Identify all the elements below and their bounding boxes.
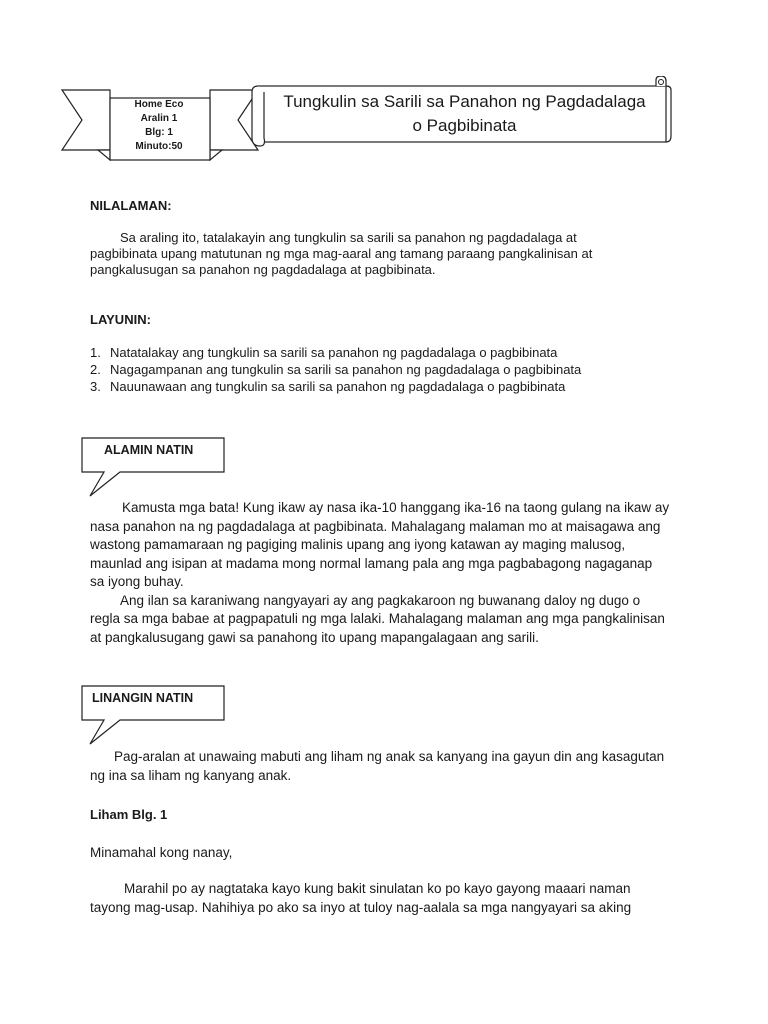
title-line-1: Tungkulin sa Sarili sa Panahon ng Pagdadalaga <box>283 92 646 111</box>
alamin-line: sa iyong buhay. <box>90 574 184 589</box>
liham-line: Marahil po ay nagtataka kayo kung bakit sinulatan ko po kayo gayong maaari naman <box>124 881 631 896</box>
nilalaman-heading: NILALAMAN: <box>90 198 172 213</box>
linangin-label: LINANGIN NATIN <box>92 691 194 705</box>
title-line-2: o Pagbibinata <box>412 116 517 135</box>
liham-heading: Liham Blg. 1 <box>90 807 168 822</box>
liham-line: tayong mag-usap. Nahihiya po ako sa inyo at tuloy nag-aalala sa mga nangyayari sa aking <box>90 899 632 915</box>
item-text: Nagagampanan ang tungkulin sa sarili sa panahon ng pagdadalaga o pagbibinata <box>110 362 582 377</box>
linangin-line: ng ina sa liham ng kanyang anak. <box>90 767 292 783</box>
liham-greeting: Minamahal kong nanay, <box>90 845 233 860</box>
alamin-line: nasa panahon na ng pagdadalaga at pagbibinata. Mahalagang malaman mo at maisagawa ang <box>90 518 661 534</box>
item-number: 2. <box>90 362 101 377</box>
list-item <box>90 378 581 395</box>
alamin-line: at pangkalusugang gawi sa panahong ito upang mapangalagaan ang sarili. <box>90 629 539 645</box>
page-title <box>262 90 667 138</box>
alamin-label: ALAMIN NATIN <box>104 443 194 457</box>
alamin-line: regla sa mga babae at pagpapatuli ng mga lalaki. Mahalagang malaman ang mga pangkalinisan <box>90 611 665 626</box>
nilalaman-line: pagbibinata upang matutunan ng mga mag-aaral ang tamang paraang pangkalinisan at <box>90 246 593 261</box>
linangin-line: Pag-aralan at unawaing mabuti ang liham ng anak sa kanyang ina gayun din ang kasagutan <box>114 749 665 764</box>
item-text: Natatalakay ang tungkulin sa sarili sa panahon ng pagdadalaga o pagbibinata <box>110 345 558 360</box>
nilalaman-line: pangkalusugan sa panahon ng pagdadalaga at pagbibinata. <box>90 262 436 277</box>
ribbon-text <box>110 98 208 158</box>
item-number: 1. <box>90 345 101 360</box>
list-item <box>90 344 581 361</box>
list-item <box>90 361 581 378</box>
item-number: 3. <box>90 379 101 394</box>
layunin-heading: LAYUNIN: <box>90 312 151 327</box>
alamin-line: Ang ilan sa karaniwang nangyayari ay ang pagkakaroon ng buwanang daloy ng dugo o <box>120 592 641 608</box>
nilalaman-paragraph <box>90 230 690 278</box>
alamin-line: Kamusta mga bata! Kung ikaw ay nasa ika-10 hanggang ika-16 na taong gulang na ikaw ay <box>122 500 670 515</box>
banner-line: Home Eco <box>134 99 184 110</box>
alamin-paragraph <box>90 499 690 647</box>
banner-line: Minuto:50 <box>135 141 183 152</box>
liham-paragraph <box>90 880 690 917</box>
nilalaman-line: Sa araling ito, tatalakayin ang tungkulin sa sarili sa panahon ng pagdadalaga at <box>120 230 577 245</box>
linangin-paragraph <box>90 748 690 785</box>
banner-line: Blg: 1 <box>145 127 173 138</box>
banner-line: Aralin 1 <box>140 113 178 124</box>
item-text: Nauunawaan ang tungkulin sa sarili sa panahon ng pagdadalaga o pagbibinata <box>110 379 566 394</box>
alamin-line: wastong pamamaraan ng pagiging malinis upang ang iyong katawan ay maging malusog, <box>90 537 626 552</box>
objectives-list <box>90 344 581 395</box>
alamin-line: maunlad ang isipan at madama mong normal lamang pala ang mga pagbabagong nagaganap <box>90 555 653 571</box>
